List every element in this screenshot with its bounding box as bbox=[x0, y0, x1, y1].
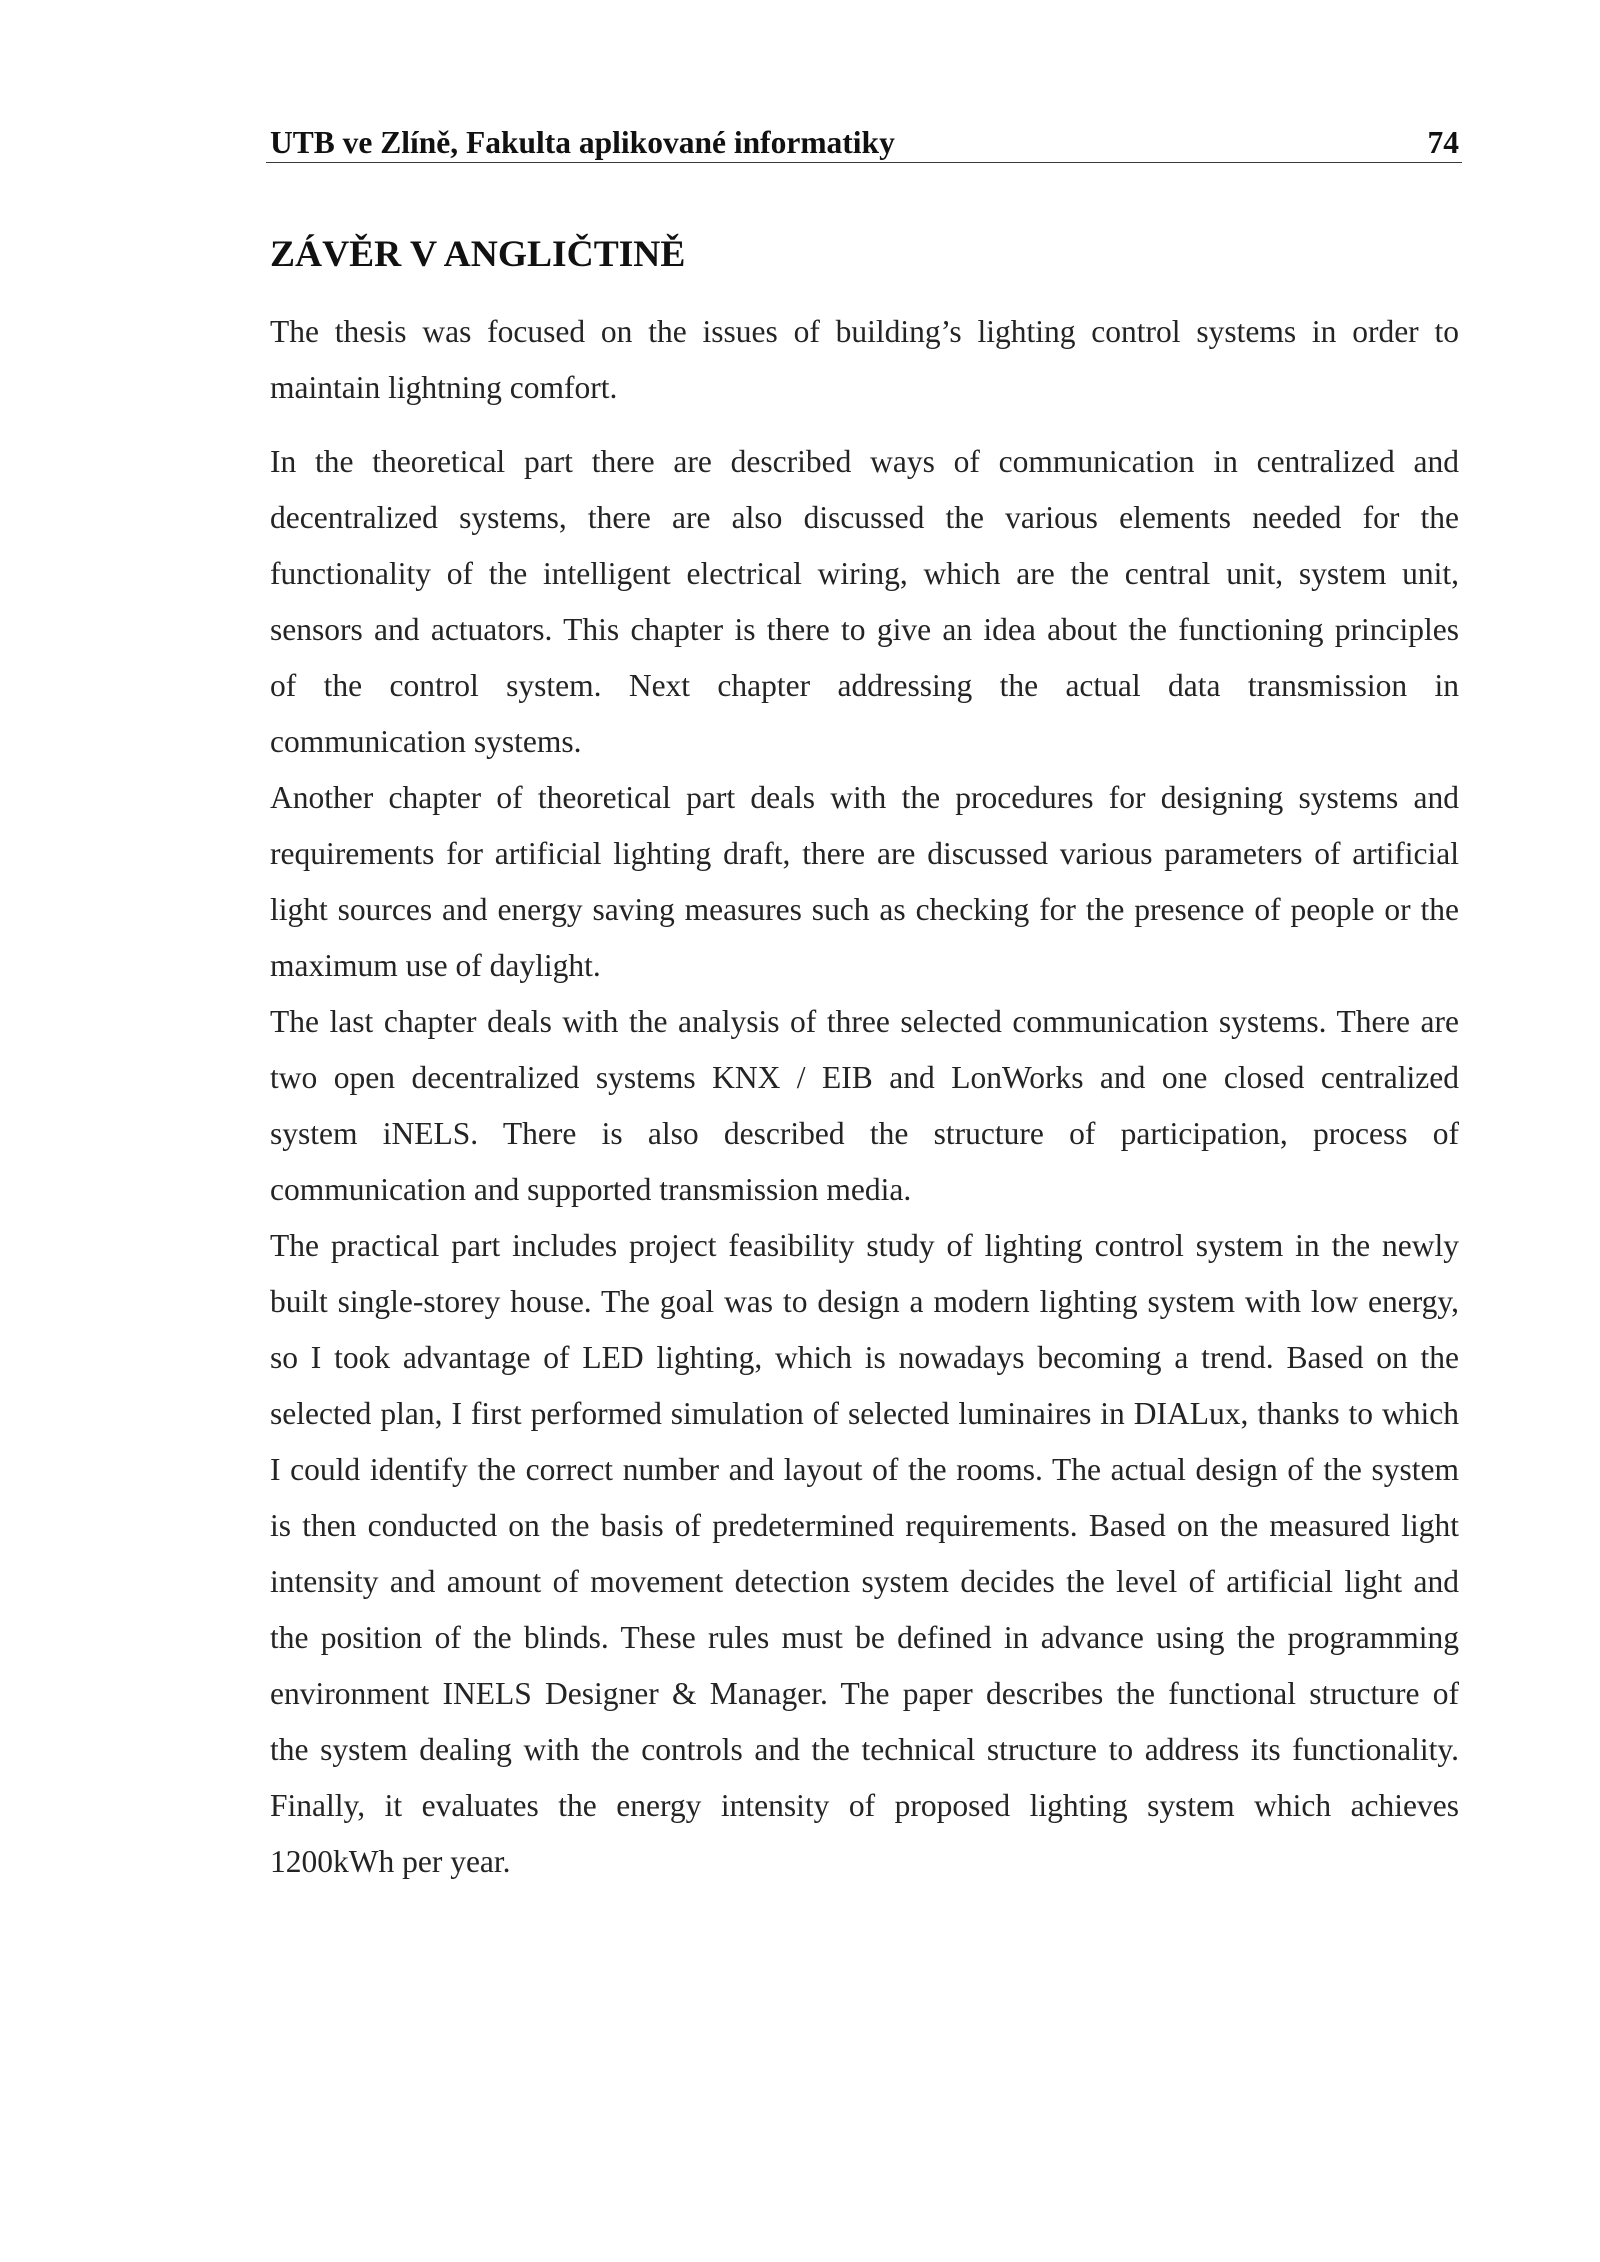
text-line: is then conducted on the basis of predetermined requirements. Based on the measured light bbox=[270, 1508, 1459, 1543]
text-line: The practical part includes project feasibility study of lighting control system in the newly bbox=[270, 1228, 1459, 1263]
text-line: built single-storey house. The goal was to design a modern lighting system with low energy, bbox=[270, 1284, 1459, 1319]
text-line: maintain lightning comfort. bbox=[270, 370, 618, 405]
text-line: The last chapter deals with the analysis of three selected communication systems. There are bbox=[270, 1004, 1459, 1039]
text-line: In the theoretical part there are described ways of communication in centralized and bbox=[270, 444, 1459, 479]
text-line: maximum use of daylight. bbox=[270, 948, 601, 983]
paragraph bbox=[270, 1218, 1459, 1890]
page-number: 74 bbox=[1427, 125, 1459, 160]
text-line: intensity and amount of movement detection system decides the level of artificial light and bbox=[270, 1564, 1459, 1599]
text-line: of the control system. Next chapter addressing the actual data transmission in bbox=[270, 668, 1459, 703]
paragraph bbox=[270, 770, 1459, 994]
text-line: decentralized systems, there are also discussed the various elements needed for the bbox=[270, 500, 1459, 535]
text-line: the position of the blinds. These rules must be defined in advance using the programming bbox=[270, 1620, 1459, 1655]
text-line: The thesis was focused on the issues of building’s lighting control systems in order to bbox=[270, 314, 1459, 349]
text-line: sensors and actuators. This chapter is there to give an idea about the functioning principles bbox=[270, 612, 1459, 647]
body-text bbox=[270, 304, 1459, 1890]
paragraph bbox=[270, 434, 1459, 770]
text-line: the system dealing with the controls and the technical structure to address its functionality. bbox=[270, 1732, 1459, 1767]
running-header-title: UTB ve Zlíně, Fakulta aplikované informatiky bbox=[270, 125, 895, 160]
text-line: Finally, it evaluates the energy intensity of proposed lighting system which achieves bbox=[270, 1788, 1459, 1823]
text-line: two open decentralized systems KNX / EIB and LonWorks and one closed centralized bbox=[270, 1060, 1459, 1095]
text-line: 1200kWh per year. bbox=[270, 1844, 511, 1879]
section-heading: ZÁVĚR V ANGLIČTINĚ bbox=[270, 234, 686, 275]
text-line: Another chapter of theoretical part deals with the procedures for designing systems and bbox=[270, 780, 1459, 815]
running-header bbox=[266, 124, 1462, 163]
text-line: so I took advantage of LED lighting, which is nowadays becoming a trend. Based on the bbox=[270, 1340, 1459, 1375]
text-line: communication systems. bbox=[270, 724, 582, 759]
text-line: light sources and energy saving measures such as checking for the presence of people or the bbox=[270, 892, 1459, 927]
paragraph bbox=[270, 994, 1459, 1218]
paragraph bbox=[270, 304, 1459, 416]
text-line: environment INELS Designer & Manager. The paper describes the functional structure of bbox=[270, 1676, 1459, 1711]
text-line: I could identify the correct number and layout of the rooms. The actual design of the system bbox=[270, 1452, 1459, 1487]
text-line: selected plan, I first performed simulation of selected luminaires in DIALux, thanks to which bbox=[270, 1396, 1459, 1431]
text-line: functionality of the intelligent electrical wiring, which are the central unit, system unit, bbox=[270, 556, 1459, 591]
text-line: requirements for artificial lighting draft, there are discussed various parameters of artificial bbox=[270, 836, 1459, 871]
text-line: system iNELS. There is also described the structure of participation, process of bbox=[270, 1116, 1459, 1151]
text-line: communication and supported transmission media. bbox=[270, 1172, 912, 1207]
